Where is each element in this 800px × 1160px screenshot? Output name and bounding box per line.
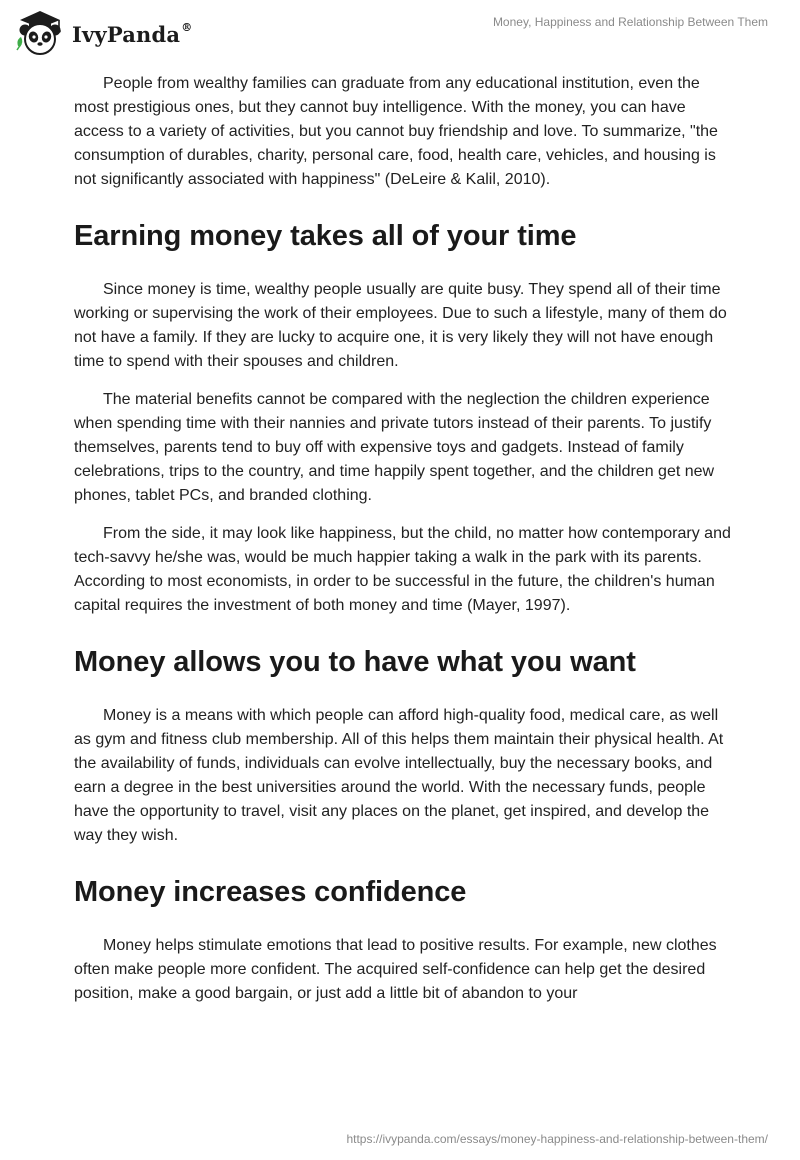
section-paragraph: From the side, it may look like happiness, but the child, no matter how contemporary and tech-savvy he/she was, would be much happier taking a walk in the park with its parents. According to most economists, in order to be successful in the future, the children's human capital requires the investment of both money and time (Mayer, 1997). (74, 525, 731, 614)
section-heading-money-confidence: Money increases confidence (74, 876, 467, 908)
panda-graduation-cap-logo-icon (14, 6, 66, 58)
section-heading-money-allows: Money allows you to have what you want (74, 646, 636, 678)
section-paragraph: The material benefits cannot be compared with the neglection the children experience when spending time with their nannies and private tutors instead of their parents. To justify themselves, parents tend to buy off with expensive toys and gadgets. Instead of family celebrations, trips to the country, and time happily spent together, and the children get new phones, tablet PCs, and branded clothing. (74, 391, 715, 504)
brand-logo[interactable] (14, 6, 192, 58)
section-paragraph: Money is a means with which people can afford high-quality food, medical care, as well as gym and fitness club membership. All of this helps them maintain their physical health. At the availability of funds, individuals can evolve intellectually, buy the necessary books, and earn a degree in the best universities around the world. With the necessary funds, people have the opportunity to travel, visit any places on the planet, get inspired, and develop the way they wish. (74, 707, 724, 844)
section-paragraph: Since money is time, wealthy people usually are quite busy. They spend all of their time working or supervising the work of their employees. Due to such a lifestyle, many of them do not have a family. If they are lucky to acquire one, it is very likely they will not have enough time to spend with their spouses and children. (74, 281, 727, 370)
page-header (0, 0, 800, 70)
section-heading-earning-money: Earning money takes all of your time (74, 220, 577, 252)
brand-name: IvyPanda® (72, 20, 193, 47)
essay-body (74, 70, 734, 1020)
section-paragraph: Money helps stimulate emotions that lead to positive results. For example, new clothes often make people more confident. The acquired self-confidence can help get the desired position, make a good bargain, or just add a little bit of abandon to your (74, 937, 717, 1002)
registered-mark: ® (181, 20, 193, 34)
source-url[interactable]: https://ivypanda.com/essays/money-happiness-and-relationship-between-them/ (346, 1132, 768, 1146)
intro-paragraph: People from wealthy families can graduate from any educational institution, even the most prestigious ones, but they cannot buy intelligence. With the money, you can have access to a variety of activities, but you cannot buy friendship and love. To summarize, "the consumption of durables, charity, personal care, food, health care, vehicles, and housing is not significantly associated with happiness" (DeLeire & Kalil, 2010). (74, 75, 718, 188)
document-title: Money, Happiness and Relationship Between Them (492, 15, 768, 29)
